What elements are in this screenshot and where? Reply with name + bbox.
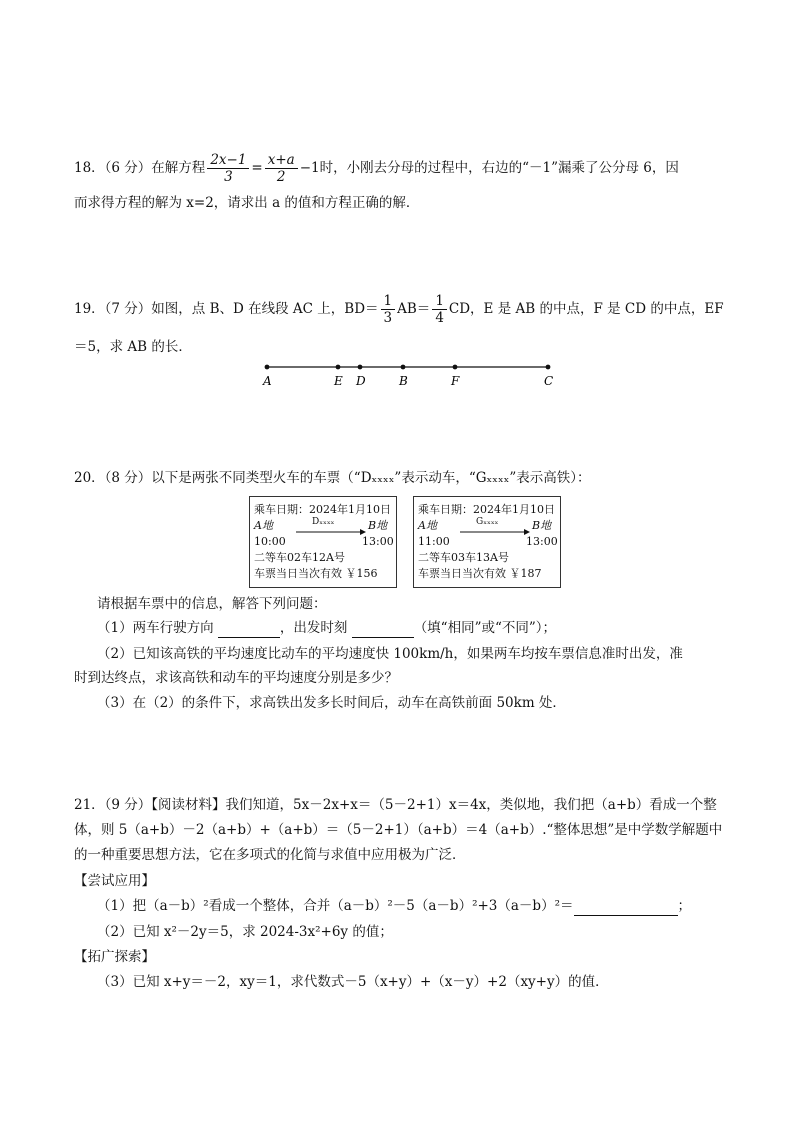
- point-e-label: E: [334, 374, 343, 388]
- point-c-label: C: [544, 374, 554, 388]
- point-a-dot: [265, 365, 270, 370]
- q20-intro: 请根据车票中的信息，解答下列问题：: [97, 596, 327, 612]
- segment-diagram: [0, 360, 794, 390]
- ticket2-seat: 二等车03车13A号: [418, 551, 509, 564]
- q18-fraction-2: $\frac{x+a}{2}$: [265, 152, 298, 185]
- answer-blank[interactable]: [574, 901, 678, 916]
- q18-fraction-1: $\frac{2x-1}{3}$: [207, 152, 249, 185]
- ticket2-date: 乘车日期：2024年1月10日: [418, 503, 555, 516]
- q18-suffix: −1时，小刚去分母的过程中，右边的“－1”漏乘了公分母 6，因: [299, 160, 679, 176]
- ticket1-train: Dₓₓₓₓ: [312, 517, 335, 527]
- arrow-icon: [296, 528, 366, 536]
- ticket-g-train: [413, 496, 561, 588]
- q20-part2a: （2）已知该高铁的平均速度比动车的平均速度快 100km/h，如果两车均按车票信息准时出发，准: [97, 646, 683, 662]
- ticket1-seat: 二等车02车12A号: [254, 551, 345, 564]
- ticket-d-train: [249, 496, 397, 588]
- q21-heading-try: 【尝试应用】: [74, 873, 155, 889]
- point-f-label: F: [451, 374, 460, 388]
- point-b-dot: [401, 365, 406, 370]
- ticket2-valid: 车票当日当次有效 ￥187: [418, 567, 542, 580]
- q20-part3: （3）在（2）的条件下，求高铁出发多长时间后，动车在高铁前面 50km 处．: [97, 695, 566, 711]
- point-b-label: B: [399, 374, 408, 388]
- ticket2-arr: 13:00: [526, 535, 558, 548]
- ticket1-date: 乘车日期：2024年1月10日: [254, 503, 391, 516]
- ticket2-to: B地: [532, 519, 552, 532]
- arrow-icon: [460, 528, 530, 536]
- ticket1-valid: 车票当日当次有效 ￥156: [254, 567, 378, 580]
- q20-part2b: 时到达终点，求该高铁和动车的平均速度分别是多少？: [74, 670, 398, 686]
- ticket1-to: B地: [368, 519, 388, 532]
- point-c-dot: [546, 365, 551, 370]
- point-f-dot: [453, 365, 458, 370]
- answer-blank[interactable]: [352, 623, 414, 638]
- ticket2-dep: 11:00: [418, 535, 450, 548]
- q19-line1: 19．（7 分）如图，点 B、D 在线段 AC 上，BD＝ $\frac{1}{3}$ AB＝ $\frac{1}{4}$ CD，E 是 AB 的中点，F 是 CD 的中点，EF: [74, 293, 724, 326]
- point-a-label: A: [263, 374, 272, 388]
- ticket1-from: A地: [254, 519, 273, 532]
- answer-blank[interactable]: [218, 623, 280, 638]
- q21-line2: 体，则 5（a+b）－2（a+b）+（a+b）＝（5－2+1）（a+b）＝4（a+b）.“整体思想”是中学数学解题中: [74, 822, 723, 838]
- q20-title: 20．（8 分）以下是两张不同类型火车的车票（“Dₓₓₓₓ”表示动车，“Gₓₓₓₓ”表示高铁）：: [74, 470, 591, 486]
- q18-prefix: 18．（6 分）在解方程: [74, 160, 206, 176]
- q18-line1: 18．（6 分）在解方程 $\frac{2x-1}{3}$ = $\frac{x+a}{2}$ −1时，小刚去分母的过程中，右边的“－1”漏乘了公分母 6，因: [74, 152, 679, 185]
- ticket1-dep: 10:00: [254, 535, 286, 548]
- q21-part1: （1）把（a－b）²看成一个整体，合并（a－b）²－5（a－b）²+3（a－b）²＝ ；: [97, 898, 691, 914]
- ticket1-arr: 13:00: [362, 535, 394, 548]
- ticket2-from: A地: [418, 519, 437, 532]
- q19-fraction-a: $\frac{1}{3}$: [381, 293, 396, 326]
- q21-heading-extend: 【拓广探索】: [74, 949, 155, 965]
- q18-line2: 而求得方程的解为 x=2，请求出 a 的值和方程正确的解．: [74, 195, 420, 211]
- q21-part3: （3）已知 x+y＝－2，xy＝1，求代数式－5（x+y）+（x－y）+2（xy+y）的值．: [97, 974, 609, 990]
- ticket2-train: Gₓₓₓₓ: [476, 517, 499, 527]
- q21-line3: 的一种重要思想方法，它在多项式的化简与求值中应用极为广泛．: [74, 847, 466, 863]
- point-e-dot: [336, 365, 341, 370]
- point-d-label: D: [356, 374, 366, 388]
- q21-line1: 21．（9 分）【阅读材料】我们知道，5x－2x+x＝（5－2+1）x＝4x，类似地，我们把（a+b）看成一个整: [74, 797, 717, 813]
- q20-part1: （1）两车行驶方向 ，出发时刻 （填“相同”或“不同”）；: [97, 620, 557, 636]
- q21-part2: （2）已知 x²－2y＝5，求 2024-3x²+6y 的值；: [97, 924, 393, 940]
- q19-fraction-b: $\frac{1}{4}$: [432, 293, 447, 326]
- point-d-dot: [358, 365, 363, 370]
- q19-line2: ＝5，求 AB 的长．: [74, 339, 192, 355]
